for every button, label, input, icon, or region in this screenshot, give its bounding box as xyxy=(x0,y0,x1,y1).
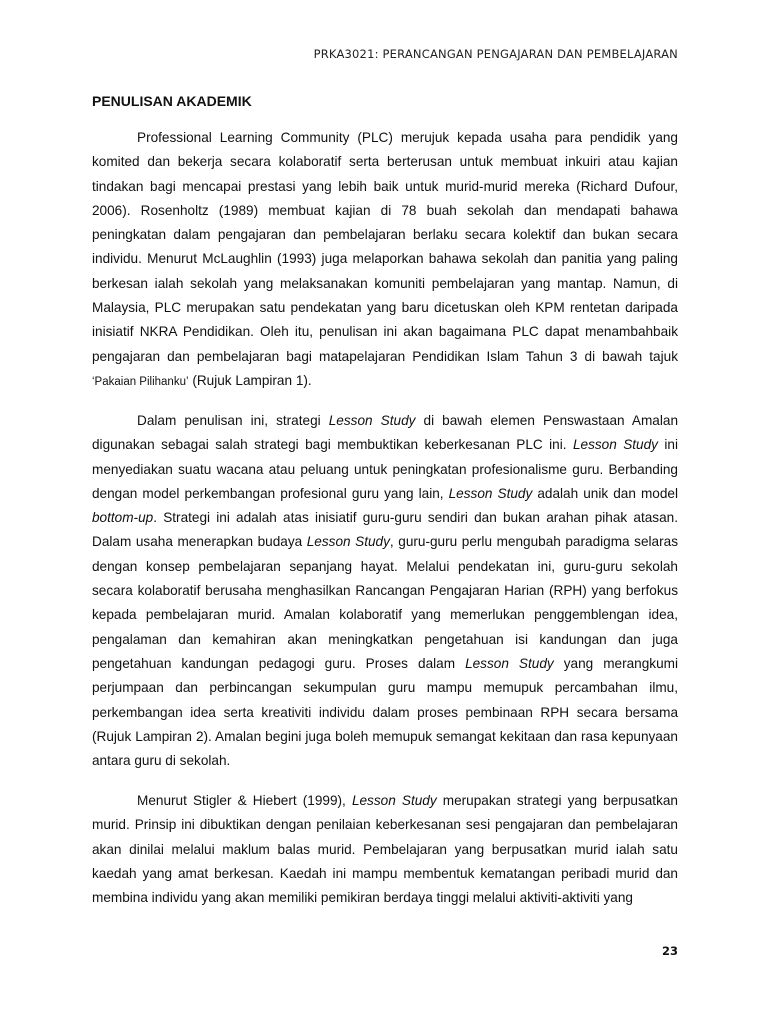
paragraph-3-seg-1: Menurut Stigler & Hiebert (1999), xyxy=(137,793,352,808)
paragraph-1-text: Professional Learning Community (PLC) merujuk kepada usaha para pendidik yang komited dan bekerja secara kolaboratif serta berterusan untuk membuat inkuiri atau kajian tindakan bagi mencapai prestasi yang lebih baik untuk murid-murid mereka (Richard Dufour, 2006). Rosenholtz (1989) membuat kajian di 78 buah sekolah dan mendapati bahawa peningkatan dalam pengajaran dan pembelajaran berlaku secara kolektif dan bukan secara individu. Menurut McLaughlin (1993) juga melaporkan bahawa sekolah dan panitia yang paling berkesan ialah sekolah yang melaksanakan komuniti pembelajaran yang mantap. Namun, di Malaysia, PLC merupakan satu pendekatan yang baru dicetuskan oleh KPM rentetan daripada inisiatif NKRA Pendidikan. Oleh itu, penulisan ini akan bagaimana PLC dapat menambahbaik pengajaran dan pembelajaran bagi matapelajaran Pendidikan Islam Tahun 3 di bawah tajuk xyxy=(92,130,678,364)
paragraph-1-end: (Rujuk Lampiran 1). xyxy=(188,372,312,388)
paragraph-2-seg-5: . Strategi ini adalah atas inisiatif guru-guru sendiri dan bukan arahan pihak atasan. Dalam usaha menerapkan budaya xyxy=(92,510,678,550)
running-header: PRKA3021: PERANCANGAN PENGAJARAN DAN PEMBELAJARAN xyxy=(313,47,678,61)
paragraph-2-seg-2: di bawah elemen Penswastaan Amalan digunakan sebagai salah strategi bagi membuktikan keberkesanan PLC ini. xyxy=(92,413,679,453)
paragraph-2-seg-1: Dalam penulisan ini, strategi xyxy=(137,413,329,428)
term-bottom-up: bottom-up xyxy=(92,510,154,526)
paragraph-2-seg-3: ini menyediakan suatu wacana atau peluang untuk peningkatan profesionalisme guru. Berbanding dengan model perkembangan profesional guru yang lain, xyxy=(92,437,678,501)
lesson-title-quote: ‘Pakaian Pilihanku’ xyxy=(92,375,189,388)
term-lesson-study: Lesson Study xyxy=(572,437,658,453)
paragraph-3-seg-2: merupakan strategi yang berpusatkan murid. Prinsip ini dibuktikan dengan penilaian keberkesanan sesi pengajaran dan pembelajaran akan dinilai melalui maklum balas murid. Pembelajaran yang berpusatkan murid ialah satu kaedah yang amat berkesan. Kaedah ini mampu membentuk kematangan peribadi murid dan membina individu yang akan memiliki pemikiran berdaya tinggi melalui aktiviti-aktiviti yang xyxy=(92,793,678,906)
term-lesson-study: Lesson Study xyxy=(351,793,437,808)
page-number: 23 xyxy=(661,944,678,958)
paragraph-2-seg-4: adalah unik dan model xyxy=(532,485,678,501)
paragraph-3 xyxy=(92,789,678,910)
term-lesson-study: Lesson Study xyxy=(328,413,416,428)
paragraph-2 xyxy=(92,409,678,773)
paragraph-2-seg-7: yang merangkumi perjumpaan dan perbincangan sekumpulan guru mampu memupuk percambahan ilmu, perkembangan idea serta kreativiti individu dalam proses pembinaan RPH secara bersama (Rujuk Lampiran 2). Amalan begini juga boleh memupuk semangat kekitaan dan rasa kepunyaan antara guru di sekolah. xyxy=(92,655,679,769)
term-lesson-study: Lesson Study xyxy=(448,485,533,501)
term-lesson-study: Lesson Study xyxy=(306,534,390,550)
paragraph-2-seg-6: , guru-guru perlu mengubah paradigma selaras dengan konsep pembelajaran sepanjang hayat. Melalui pendekatan ini, guru-guru sekolah secara kolaboratif berusaha menghasilkan Rancangan Pengajaran Harian (RPH) yang berfokus kepada pembelajaran murid. Amalan kolaboratif yang memerlukan penggemblengan idea, pengalaman dan kemahiran akan meningkatkan pengetahuan isi kandungan dan juga pengetahuan kandungan pedagogi guru. Proses dalam xyxy=(92,534,678,671)
section-title: PENULISAN AKADEMIK xyxy=(92,93,252,109)
term-lesson-study: Lesson Study xyxy=(465,655,554,671)
paragraph-1 xyxy=(92,126,678,394)
